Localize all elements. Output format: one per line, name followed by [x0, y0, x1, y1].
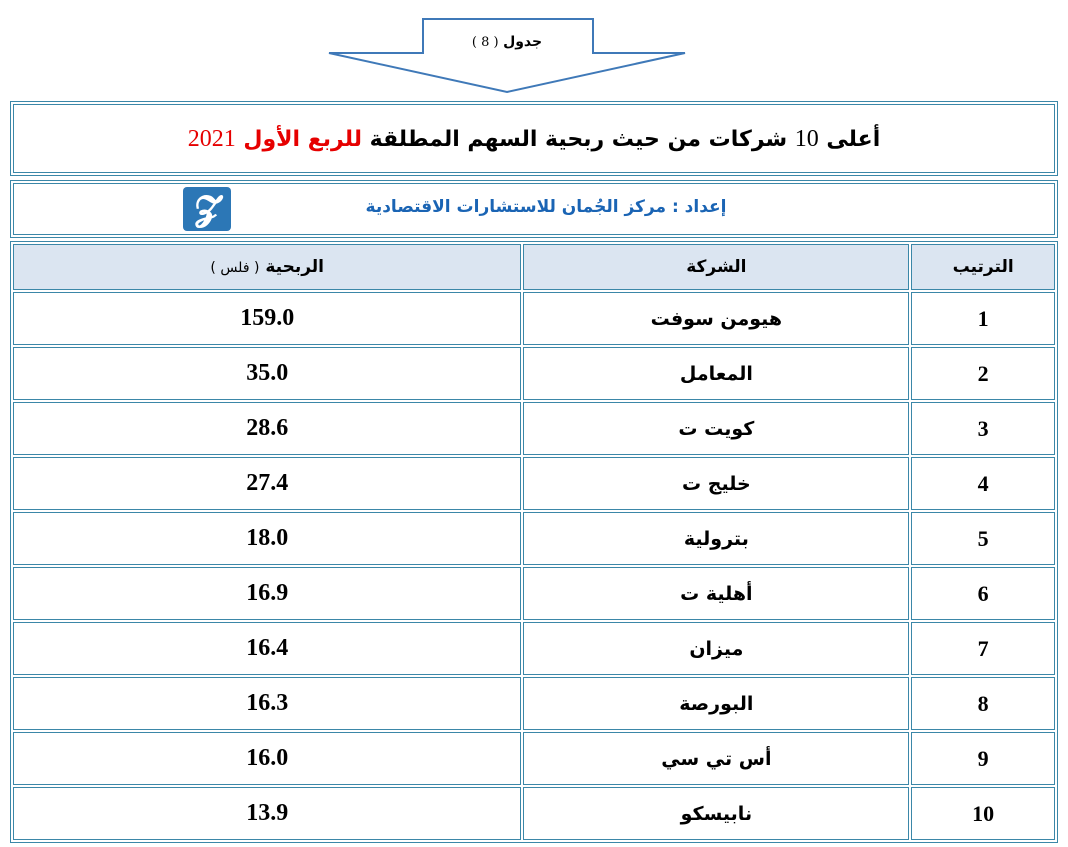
cell-company: خليج ت	[523, 457, 909, 510]
table-row	[13, 402, 1055, 455]
title-year: 2021	[187, 126, 236, 152]
table-row	[13, 457, 1055, 510]
cell-value: 16.9	[13, 567, 521, 620]
cell-value: 18.0	[13, 512, 521, 565]
page-title	[11, 124, 1057, 153]
header-company: الشركة	[523, 244, 909, 290]
cell-rank: 2	[911, 347, 1055, 400]
cell-rank: 7	[911, 622, 1055, 675]
title-box	[10, 101, 1058, 176]
cell-company: البورصة	[523, 677, 909, 730]
cell-rank: 3	[911, 402, 1055, 455]
cell-rank: 8	[911, 677, 1055, 730]
cell-value: 27.4	[13, 457, 521, 510]
cell-company: أهلية ت	[523, 567, 909, 620]
table-header-row	[13, 244, 1055, 290]
title-part2: شركات من حيث ربحية السهم المطلقة	[369, 127, 788, 152]
cell-value: 16.3	[13, 677, 521, 730]
cell-company: المعامل	[523, 347, 909, 400]
cell-value: 28.6	[13, 402, 521, 455]
header-value-unit: ( فلس )	[210, 260, 260, 276]
table-row	[13, 732, 1055, 785]
cell-rank: 9	[911, 732, 1055, 785]
table-row	[13, 512, 1055, 565]
cell-value: 16.0	[13, 732, 521, 785]
table-row	[13, 567, 1055, 620]
aljuman-logo-icon: 𝓩	[183, 187, 231, 231]
table-label-word: جدول	[503, 34, 543, 50]
arrow-banner-shape	[326, 18, 688, 94]
cell-rank: 5	[911, 512, 1055, 565]
cell-company: ميزان	[523, 622, 909, 675]
cell-company: نابيسكو	[523, 787, 909, 840]
cell-company: كويت ت	[523, 402, 909, 455]
title-count: 10	[794, 126, 819, 152]
cell-value: 35.0	[13, 347, 521, 400]
cell-value: 159.0	[13, 292, 521, 345]
table-row	[13, 622, 1055, 675]
cell-rank: 1	[911, 292, 1055, 345]
credit-text: إعداد : مركز الجُمان للاستشارات الاقتصادية	[365, 197, 727, 217]
cell-value: 16.4	[13, 622, 521, 675]
title-part1: أعلى	[826, 127, 881, 152]
table-row	[13, 347, 1055, 400]
cell-rank: 4	[911, 457, 1055, 510]
credit-box	[10, 180, 1058, 238]
table-number-label	[423, 34, 591, 50]
table-row	[13, 292, 1055, 345]
title-highlight: للربع الأول	[243, 127, 362, 152]
cell-rank: 6	[911, 567, 1055, 620]
header-value	[13, 244, 521, 290]
table-row	[13, 787, 1055, 840]
cell-company: هيومن سوفت	[523, 292, 909, 345]
table-number: ( 8 )	[471, 35, 499, 50]
cell-company: أس تي سي	[523, 732, 909, 785]
earnings-table	[10, 241, 1058, 843]
table-row	[13, 677, 1055, 730]
cell-company: بترولية	[523, 512, 909, 565]
cell-value: 13.9	[13, 787, 521, 840]
header-rank: الترتيب	[911, 244, 1055, 290]
cell-rank: 10	[911, 787, 1055, 840]
header-value-label: الربحية	[265, 257, 325, 277]
